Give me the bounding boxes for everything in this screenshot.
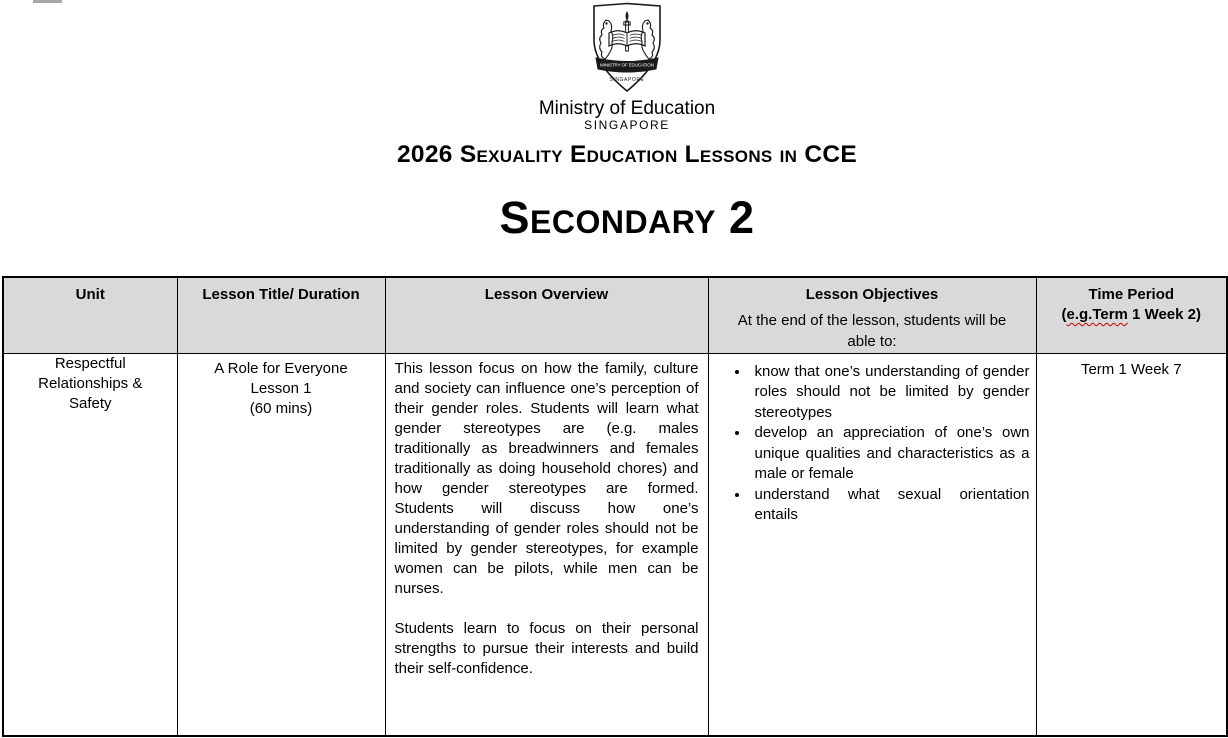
example-misspelled-text: e.g.Term xyxy=(1066,306,1128,323)
screen-edge-artifact xyxy=(33,0,62,3)
ministry-name: Ministry of Education xyxy=(538,98,716,119)
lesson-title-line: A Role for Everyone xyxy=(214,359,348,377)
overview-paragraph: This lesson focus on how the family, culture and society can influence one’s perception of their gender roles. Students will learn what gender stereotypes are (e.g. males traditionally as breadwinners and females traditionally as doing household chores) and how gender stereotypes are formed. Students will discuss how one’s understanding of gender roles should not be limited by gender stereotypes, for example women can be pilots, while men can be nurses. xyxy=(394,359,699,597)
table-row xyxy=(3,353,1227,736)
column-header-unit: Unit xyxy=(3,277,177,353)
crest-icon xyxy=(586,2,668,94)
moe-crest-logo xyxy=(586,2,668,99)
time-period-header-example xyxy=(1041,305,1223,325)
time-period-header-title: Time Period xyxy=(1088,286,1175,303)
objective-item: • know that one’s understanding of gender roles should not be limited by gender stereotypes xyxy=(750,362,1030,424)
time-period-cell: Term 1 Week 7 xyxy=(1036,353,1227,736)
ministry-subtitle: SINGAPORE xyxy=(584,118,670,132)
column-header-lesson-overview: Lesson Overview xyxy=(385,277,708,353)
column-header-lesson-title: Lesson Title/ Duration xyxy=(177,277,385,353)
objective-item: • understand what sexual orientation entails xyxy=(750,485,1030,526)
objective-item: • develop an appreciation of one’s own unique qualities and characteristics as a male or female xyxy=(750,423,1030,485)
lesson-objectives-cell xyxy=(708,353,1036,736)
example-suffix: 1 Week 2) xyxy=(1127,306,1201,323)
example-prefix: ( xyxy=(1061,306,1067,323)
overview-paragraph: Students learn to focus on their personal strengths to pursue their interests and build their self-confidence. xyxy=(394,619,699,677)
lesson-title-cell xyxy=(177,353,385,736)
crest-singapore-text: SINGAPORE xyxy=(609,77,645,83)
column-header-lesson-objectives xyxy=(708,277,1036,353)
lesson-number-line: Lesson 1 xyxy=(250,379,312,397)
objectives-header-title: Lesson Objectives xyxy=(805,286,939,303)
lessons-table xyxy=(2,276,1228,737)
crest-banner-text: MINISTRY OF EDUCATION xyxy=(600,62,654,68)
lesson-duration-line: (60 mins) xyxy=(249,399,313,417)
level-title: Secondary 2 xyxy=(499,192,755,243)
table-header-row xyxy=(3,277,1227,353)
column-header-time-period xyxy=(1036,277,1227,353)
document-title: 2026 Sexuality Education Lessons in CCE xyxy=(397,141,857,168)
objectives-header-subtitle: At the end of the lesson, students will be able to: xyxy=(737,312,1007,350)
objectives-list xyxy=(709,362,1030,526)
lesson-overview-cell xyxy=(385,353,708,736)
unit-cell: Respectful Relationships & Safety xyxy=(3,353,177,736)
